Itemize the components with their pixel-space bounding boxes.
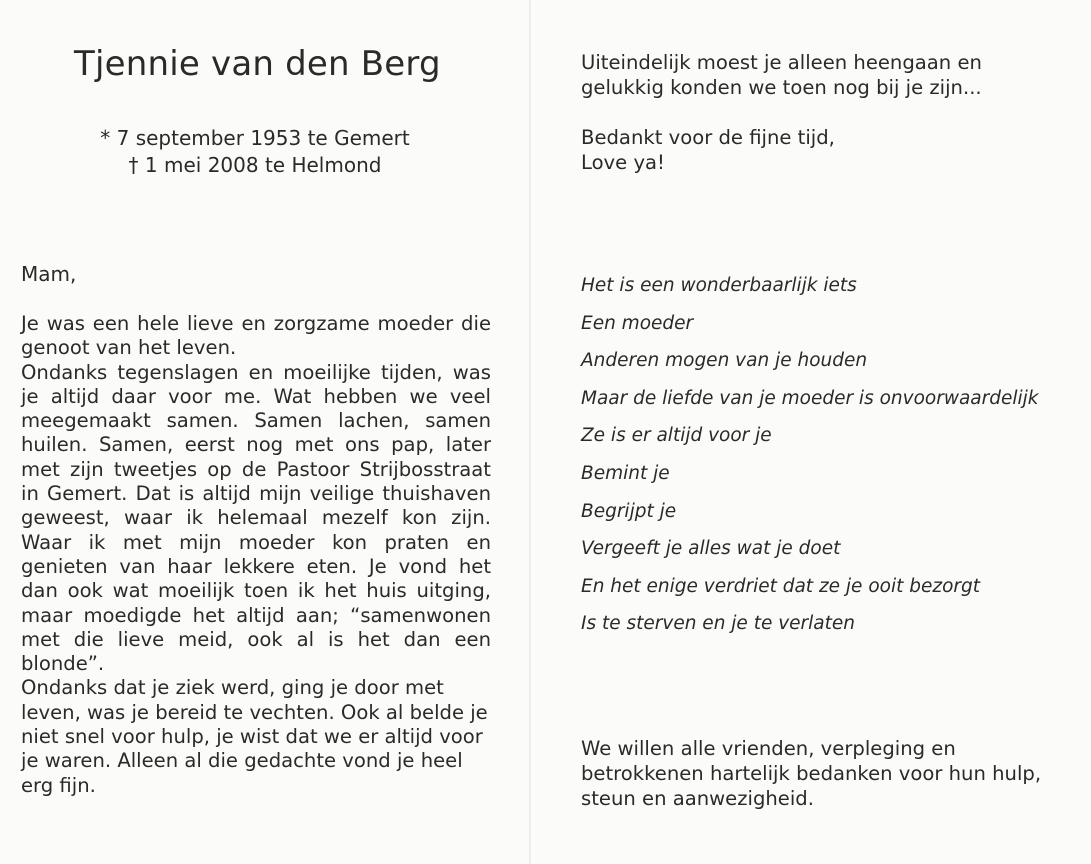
thanks-text: We willen alle vrienden, verpleging en betrokkenen hartelijk bedanken voor hun hulp, steun en aanwezigheid. xyxy=(581,737,1042,810)
death-line: † 1 mei 2008 te Helmond xyxy=(128,153,382,177)
closing-line-1: Bedankt voor de fijne tijd, xyxy=(581,126,835,149)
poem-line: Is te sterven en je te verlaten xyxy=(581,613,855,635)
letter-paragraph-2: Ondanks tegenslagen en moeilijke tijden, was je altijd daar voor me. Wat hebben we veel meegemaakt samen. Samen lachen, samen huilen. Samen, eerst nog met ons pap, later met zijn tweetjes op de Pastoor Strijbosstraat in Gemert. Dat is altijd mijn veilige thuishaven geweest, waar ik helemaal mezelf kon zijn. Waar ik met mijn moeder kon praten en genieten van haar lekkere eten. Je vond het dan ook wat moeilijk toen ik het huis uitging, maar moedigde het altijd aan; “samenwonen met die lieve meid, ook al is het dan een blonde”. xyxy=(21,360,491,676)
closing-paragraph-1: Uiteindelijk moest je alleen heengaan en gelukkig konden we toen nog bij je zijn... xyxy=(581,51,982,99)
poem xyxy=(581,271,1061,647)
card-fold xyxy=(529,0,531,864)
poem-line: Vergeeft je alles wat je doet xyxy=(581,538,841,560)
letter-text xyxy=(21,312,491,798)
poem-line: En het enige verdriet dat ze je ooit bezorgt xyxy=(581,575,980,597)
letter-paragraph-3: Ondanks dat je ziek werd, ging je door met leven, was je bereid te vechten. Ook al belde je niet snel voor hulp, je wist dat we er altijd voor je waren. Alleen al die gedachte vond je heel erg fijn. xyxy=(21,676,488,797)
poem-line: Anderen mogen van je houden xyxy=(581,350,868,372)
life-dates xyxy=(90,125,420,179)
closing-text xyxy=(581,50,1051,200)
letter-paragraph-1: Je was een hele lieve en zorgzame moeder die genoot van het leven. xyxy=(21,312,491,360)
poem-line: Het is een wonderbaarlijk iets xyxy=(581,275,857,296)
closing-line-2: Love ya! xyxy=(581,151,665,174)
poem-line: Bemint je xyxy=(581,462,670,484)
poem-line: Begrijpt je xyxy=(581,500,677,522)
deceased-name: Tjennie van den Berg xyxy=(74,44,441,84)
closing-paragraph-2 xyxy=(581,125,1051,175)
salutation: Mam, xyxy=(21,262,77,286)
birth-line: * 7 september 1953 te Gemert xyxy=(100,126,410,150)
poem-line: Maar de liefde van je moeder is onvoorwaardelijk xyxy=(581,387,1039,409)
poem-line: Ze is er altijd voor je xyxy=(581,425,772,447)
poem-line: Een moeder xyxy=(581,312,694,334)
